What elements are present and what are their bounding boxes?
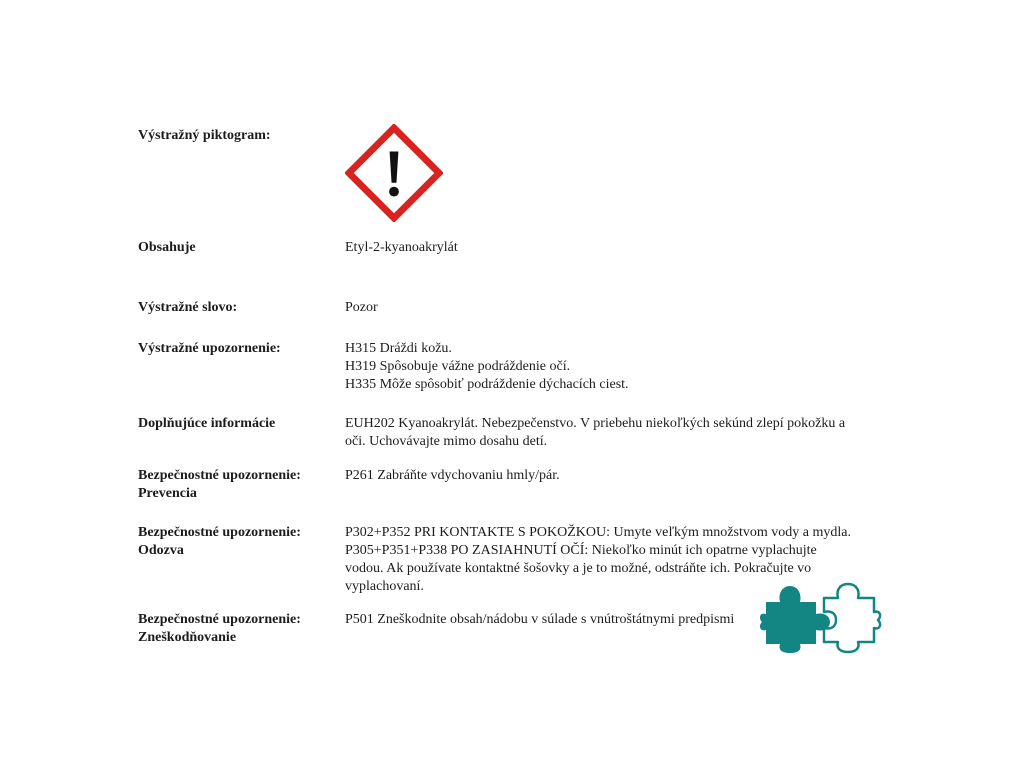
response-label-line-1: Bezpečnostné upozornenie:	[138, 525, 301, 540]
response-label-line-2: Odozva	[138, 543, 184, 558]
puzzle-pieces-icon	[760, 582, 882, 654]
hazard-line: H319 Spôsobuje vážne podráždenie očí.	[345, 359, 571, 374]
hazard-statements-label: Výstražné upozornenie:	[138, 341, 281, 356]
disposal-label-line-2: Zneškodňovanie	[138, 630, 237, 645]
pictogram-label: Výstražný piktogram:	[138, 128, 271, 143]
signal-word-label: Výstražné slovo:	[138, 300, 238, 315]
response-line: P305+P351+P338 PO ZASIAHNUTÍ OČÍ: Niekoľko minút ich opatrne vyplachujte	[345, 543, 817, 558]
supplementary-line: EUH202 Kyanoakrylát. Nebezpečenstvo. V priebehu niekoľkých sekúnd zlepí pokožku a	[345, 416, 846, 431]
response-label	[138, 524, 301, 560]
response-line: P302+P352 PRI KONTAKTE S POKOŽKOU: Umyte veľkým množstvom vody a mydla.	[345, 525, 851, 540]
disposal-label-line-1: Bezpečnostné upozornenie:	[138, 612, 301, 627]
contains-value: Etyl-2-kyanoakrylát	[345, 240, 458, 255]
supplementary-info-label: Doplňujúce informácie	[138, 416, 276, 431]
prevention-label-line-1: Bezpečnostné upozornenie:	[138, 468, 301, 483]
contains-label: Obsahuje	[138, 240, 196, 255]
hazard-line: H315 Dráždi kožu.	[345, 341, 452, 356]
response-line: vodou. Ak používate kontaktné šošovky a je to možné, odstráňte ich. Pokračujte vo	[345, 561, 812, 576]
supplementary-line: oči. Uchovávajte mimo dosahu detí.	[345, 434, 548, 449]
exclamation-mark-hazard-icon	[345, 124, 443, 222]
signal-word-value: Pozor	[345, 300, 378, 315]
supplementary-info	[345, 415, 905, 451]
prevention-value: P261 Zabráňte vdychovaniu hmly/pár.	[345, 468, 560, 483]
prevention-label	[138, 467, 301, 503]
hazard-line: H335 Môže spôsobiť podráždenie dýchacích ciest.	[345, 377, 629, 392]
hazard-statements	[345, 340, 905, 394]
disposal-label	[138, 611, 301, 647]
disposal-value: P501 Zneškodnite obsah/nádobu v súlade s vnútroštátnymi predpismi	[345, 612, 735, 627]
response-line: vyplachovaní.	[345, 579, 424, 594]
prevention-label-line-2: Prevencia	[138, 486, 197, 501]
